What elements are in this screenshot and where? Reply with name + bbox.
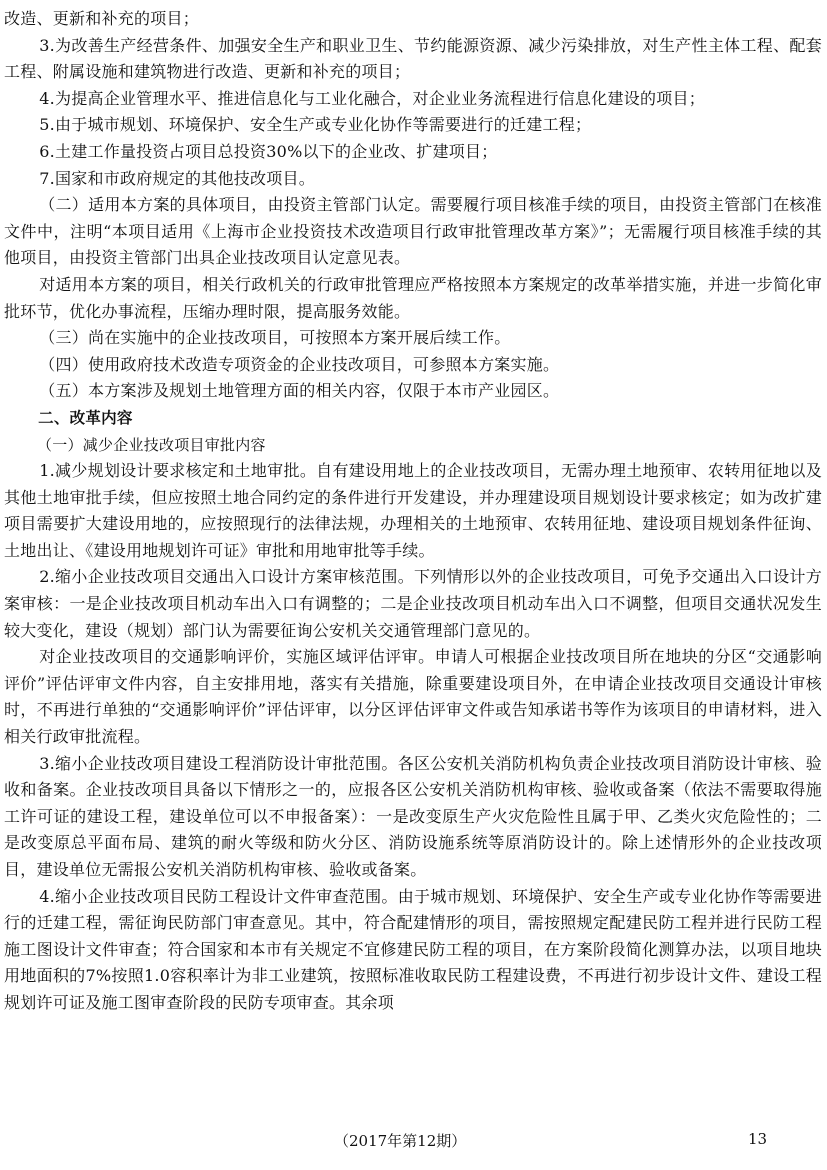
page-footer (0, 1130, 827, 1160)
paragraph: 改造、更新和补充的项目； (4, 9, 200, 28)
paragraph: 3.为改善生产经营条件、加强安全生产和职业卫生、节约能源资源、减少污染排放，对生产性主体工程、配套工程、附属设施和建筑物进行改造、更新和补充的项目； (4, 35, 822, 82)
document-body (4, 6, 822, 1017)
page-number: 13 (748, 1130, 768, 1148)
paragraph: （五）本方案涉及规划土地管理方面的相关内容，仅限于本市产业园区。 (39, 381, 560, 401)
paragraph: 4.为提高企业管理水平、推进信息化与工业化融合，对企业业务流程进行信息化建设的项目； (39, 88, 705, 108)
paragraph: 5.由于城市规划、环境保护、安全生产或专业化协作等需要进行的迁建工程； (39, 115, 592, 135)
paragraph: （三）尚在实施中的企业技改项目，可按照本方案开展后续工作。 (39, 328, 511, 348)
paragraph: 1.减少规划设计要求核定和土地审批。自有建设用地上的企业技改项目，无需办理土地预审、农转用征地以及其他土地审批手续，但应按照土地合同约定的条件进行开发建设，并办理建设项目规划设计要求核定；如为改扩建项目需要扩大建设用地的，应按照现行的法律法规，办理相关的土地预审、农转用征地、建设项目规划条件征询、土地出让、《建设用地规划许可证》审批和用地审批等手续。 (4, 461, 822, 560)
paragraph: 3.缩小企业技改项目建设工程消防设计审批范围。各区公安机关消防机构负责企业技改项目消防设计审核、验收和备案。企业技改项目具备以下情形之一的，应报各区公安机关消防机构审核、验收或备案（依法不需要取得施工许可证的建设工程，建设单位可以不申报备案）：一是改变原生产火灾危险性且属于甲、乙类火灾危险性的；二是改变原总平面布局、建筑的耐火等级和防火分区、消防设施系统等原消防设计的。除上述情形外的企业技改项目，建设单位无需报公安机关消防机构审核、验收或备案。 (4, 753, 822, 879)
paragraph: （四）使用政府技术改造专项资金的企业技改项目，可参照本方案实施。 (39, 354, 560, 374)
paragraph: （二）适用本方案的具体项目，由投资主管部门认定。需要履行项目核准手续的项目，由投资主管部门在核准文件中，注明“本项目适用《上海市企业投资技术改造项目行政审批管理改革方案》”；无需履行项目核准手续的其他项目，由投资主管部门出具企业技改项目认定意见表。 (4, 195, 822, 268)
paragraph: 对适用本方案的项目，相关行政机关的行政审批管理应严格按照本方案规定的改革举措实施，并进一步简化审批环节，优化办事流程，压缩办理时限，提高服务效能。 (4, 274, 822, 321)
paragraph: 对企业技改项目的交通影响评价，实施区域评估评审。申请人可根据企业技改项目所在地块的分区“交通影响评价”评估评审文件内容，自主安排用地，落实有关措施，除重要建设项目外，在申请企业技改项目交通设计审核时，不再进行单独的“交通影响评价”评估评审，以分区评估评审文件或告知承诺书等作为该项目的申请材料，进入相关行政审批流程。 (4, 647, 822, 747)
paragraph: 7.国家和市政府规定的其他技改项目。 (39, 168, 315, 188)
issue-label: （2017年第12期） (334, 1132, 467, 1150)
paragraph: 6.土建工作量投资占项目总投资30%以下的企业改、扩建项目； (39, 141, 498, 161)
paragraph: 2.缩小企业技改项目交通出入口设计方案审核范围。下列情形以外的企业技改项目，可免予交通出入口设计方案审核：一是企业技改项目机动车出入口有调整的；二是企业技改项目机动车出入口不调整，但项目交通状况发生较大变化，建设（规划）部门认为需要征询公安机关交通管理部门意见的。 (4, 567, 822, 640)
section-heading: 二、改革内容 (38, 408, 133, 427)
paragraph: 4.缩小企业技改项目民防工程设计文件审查范围。由于城市规划、环境保护、安全生产或专业化协作等需要进行的迁建工程，需征询民防部门审查意见。其中，符合配建情形的项目，需按照规定配建民防工程并进行民防工程施工图设计文件审查；符合国家和本市有关规定不宜修建民防工程的项目，在方案阶段简化测算办法，以项目地块用地面积的7%按照1.0容积率计为非工业建筑，按照标准收取民防工程建设费，不再进行初步设计文件、建设工程规划许可证及施工图审查阶段的民防专项审查。其余项 (4, 886, 822, 1012)
subsection-heading: （一）减少企业技改项目审批内容 (37, 435, 266, 454)
